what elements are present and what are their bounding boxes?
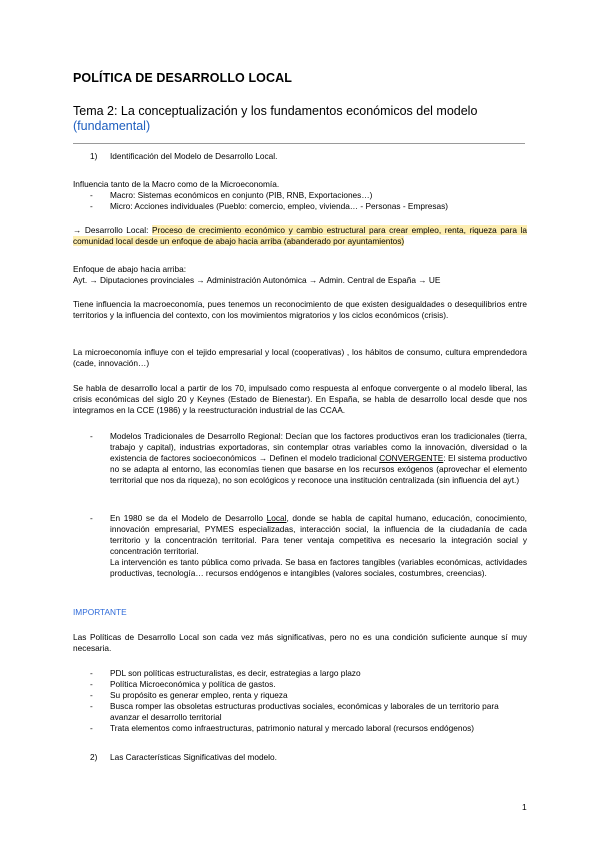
traditional-model-text: Modelos Tradicionales de Desarrollo Regional: Decían que los factores productivos eran los tradicionales (tierra, trabajo y capital), industrias exportadoras, sin contemplar otras variables como la innovación, diversidad o la existencia de factores socioeconómicos → Definen el modelo tradicional: [110, 431, 527, 463]
section-1-label: Identificación del Modelo de Desarrollo Local.: [110, 151, 278, 161]
topic-heading-note: (fundamental): [73, 119, 151, 133]
page-number: 1: [522, 802, 527, 812]
models-list: [90, 431, 527, 486]
history-paragraph: Se habla de desarrollo local a partir de los 70, impulsado como respuesta al enfoque convergente o al modelo liberal, las crisis económicas del siglo 20 y Keynes (Estado de Bienestar). En España, se habla de desarrollo local desde que nos integramos en la CCE (1986) y la reestructuración industrial de las CCAA.: [73, 383, 527, 415]
topic-heading: [73, 104, 525, 134]
approach-chain: Ayt. → Diputaciones provinciales → Administración Autonómica → Admin. Central de España → UE: [73, 275, 441, 285]
pdl-paragraph: Las Políticas de Desarrollo Local son cada vez más significativas, pero no es una condición suficiente aunque sí muy necesaria.: [73, 632, 527, 653]
section-2-heading: [90, 752, 277, 763]
list-item: [90, 513, 527, 579]
document-title: POLÍTICA DE DESARROLLO LOCAL: [73, 71, 292, 85]
list-item: - Su propósito es generar empleo, renta y riqueza: [90, 690, 527, 701]
important-label: IMPORTANTE: [73, 607, 127, 617]
heading-divider: [73, 143, 525, 144]
pdl-list: [90, 668, 527, 734]
local-term: Local: [266, 513, 287, 523]
convergente-term: CONVERGENTE: [379, 453, 444, 463]
model-1980-text-cont: , donde se habla de capital humano, educación, conocimiento, innovación empresarial, PYMES especializadas, interacción social, la influencia de la ciudadanía de cada territorio y la concentración territorial. Para tener ventaja competitiva es necesario la integración social y concentración territorial.: [110, 513, 527, 556]
section-2-number: 2): [90, 752, 98, 762]
section-2-label: Las Características Significativas del modelo.: [110, 752, 277, 762]
models-1980-list: [90, 513, 527, 579]
section-1-heading: [90, 151, 277, 162]
macroeconomy-paragraph: Tiene influencia la macroeconomía, pues tenemos un reconocimiento de que existen desigualdades o desequilibrios entre territorios y la influencia del contexto, con los movimientos migratorios y los ciclos económicos (crisis).: [73, 299, 527, 320]
list-item: - PDL son políticas estructuralistas, es decir, estrategias a largo plazo: [90, 668, 527, 679]
model-1980-intervention: La intervención es tanto pública como privada. Se basa en factores tangibles (variables económicas, actividades productivas, tecnología… recursos endógenos e intangibles (valores sociales, costumbres, creencias).: [110, 557, 527, 578]
list-item: - Micro: Acciones individuales (Pueblo: comercio, empleo, vivienda… - Personas - Empresas): [90, 201, 530, 212]
section-1-number: 1): [90, 151, 98, 161]
model-1980-text: En 1980 se da el Modelo de Desarrollo: [110, 513, 267, 523]
definition-prefix: → Desarrollo Local:: [73, 225, 153, 235]
list-item: - Trata elementos como infraestructuras, patrimonio natural y mercado laboral (recursos endógenos): [90, 723, 527, 734]
list-item: - Macro: Sistemas económicos en conjunto (PIB, RNB, Exportaciones…): [90, 190, 530, 201]
list-item: [90, 431, 527, 486]
topic-heading-main: Tema 2: La conceptualización y los fundamentos económicos del modelo: [73, 104, 478, 118]
influence-line: Influencia tanto de la Macro como de la Microeconomía.: [73, 179, 280, 189]
approach-title: Enfoque de abajo hacia arriba:: [73, 264, 187, 274]
definition-highlight: Proceso de crecimiento económico y cambio estructural para crear empleo, renta, riqueza para la comunidad local desde un enfoque de abajo hacia arriba (abanderado por ayuntamientos): [73, 225, 527, 246]
local-development-definition: [73, 225, 527, 247]
traditional-model-text-cont: : El sistema productivo no se adapta al entorno, las economías tienen que basarse en los recursos exógenos (aprovechar el elemento territorial que nos da riqueza), no son ecológicos y reconoce una institución centralizada (sin influencia del ayt.): [110, 453, 528, 485]
macro-micro-list: [90, 190, 530, 212]
list-item: - Busca romper las obsoletas estructuras productivas sociales, económicas y laborales de un territorio para avanzar el desarrollo territorial: [90, 701, 527, 723]
list-item: - Política Microeconómica y política de gastos.: [90, 679, 527, 690]
microeconomy-paragraph: La microeconomía influye con el tejido empresarial y local (cooperativas) , los hábitos de consumo, cultura emprendedora (cade, innovación…): [73, 347, 527, 368]
